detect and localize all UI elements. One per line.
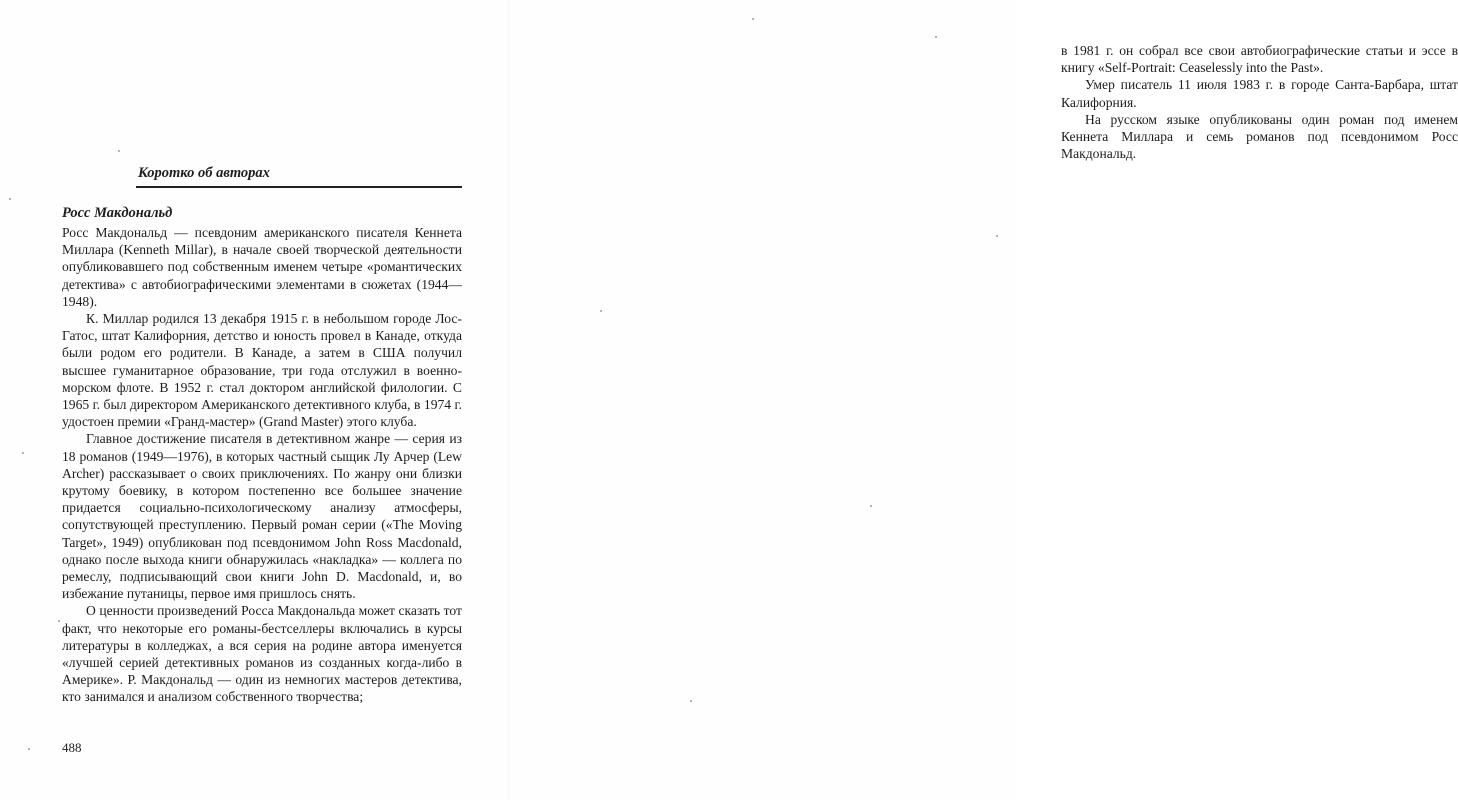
- paragraph-death: Умер писатель 11 июля 1983 г. в городе Санта-Барбара, штат Калифорния.: [1061, 77, 1458, 110]
- right-page-body: [1061, 42, 1458, 162]
- scan-speck: [600, 310, 602, 312]
- scan-speck: [996, 235, 998, 237]
- left-page: [0, 0, 509, 800]
- scan-speck: [935, 36, 937, 38]
- scan-speck: [28, 748, 30, 750]
- page-number: 488: [62, 740, 82, 755]
- right-page: [509, 0, 1458, 800]
- scan-speck: [690, 700, 692, 702]
- scan-speck: [58, 620, 60, 622]
- section-divider: [136, 186, 462, 188]
- scan-speck: [752, 18, 754, 20]
- scan-speck: [118, 150, 120, 152]
- paragraph-lew-archer-series: Главное достижение писателя в детективном жанре — серия из 18 романов (1949—1976), в которых частный сыщик Лу Арчер (Lew Archer) рассказывает о своих приключениях. По жанру они близки крутому боевику, в котором постепенно все большее значение придается социально-психологическому анализу атмосферы, сопутствующей преступлению. Первый роман серии («The Moving Target», 1949) опубликован под псевдонимом John Ross Macdonald, однако после выхода книги обнаружилась «накладка» — коллега по ремеслу, подписывающий свои книги John D. Macdonald, и, во избежание путаницы, первое имя пришлось снять.: [62, 431, 462, 602]
- paragraph-legacy: О ценности произведений Росса Макдональда может сказать тот факт, что некоторые его романы-бестселлеры включались в курсы литературы в колледжах, а вся серия на родине автора именуется «лучшей серией детективных романов из созданных когда-либо в Америке». Р. Макдональд — один из немногих мастеров детектива, кто занимался и анализом собственного творчества;: [62, 603, 462, 705]
- paragraph-continuation: в 1981 г. он собрал все свои автобиографические статьи и эссе в книгу «Self-Portrait: Ceaselessly into the Past».: [1061, 43, 1458, 76]
- section-header: [136, 164, 462, 188]
- left-page-body: [62, 224, 462, 706]
- scan-speck: [870, 505, 872, 507]
- paragraph-intro: Росс Макдональд — псевдоним американского писателя Кеннета Миллара (Kenneth Millar), в начале своей творческой деятельности опубликовавшего под собственным именем четыре «романтических детектива» с автобиографическими элементами в сюжетах (1944—1948).: [62, 225, 462, 309]
- section-title: Коротко об авторах: [138, 165, 270, 181]
- paragraph-russian-editions: На русском языке опубликованы один роман под именем Кеннета Миллара и семь романов под псевдонимом Росс Макдональд.: [1061, 111, 1458, 162]
- scan-speck: [9, 198, 11, 200]
- paragraph-biography: К. Миллар родился 13 декабря 1915 г. в небольшом городе Лос-Гатос, штат Калифорния, детство и юность провел в Канаде, откуда были родом его родители. В Канаде, а затем в США получил высшее гуманитарное образование, три года отслужил в военно-морском флоте. В 1952 г. стал доктором английской филологии. С 1965 г. был директором Американского детективного клуба, в 1974 г. удостоен премии «Гранд-мастер» (Grand Master) этого клуба.: [62, 311, 462, 430]
- scan-speck: [22, 452, 24, 454]
- author-name: Росс Макдональд: [62, 205, 173, 221]
